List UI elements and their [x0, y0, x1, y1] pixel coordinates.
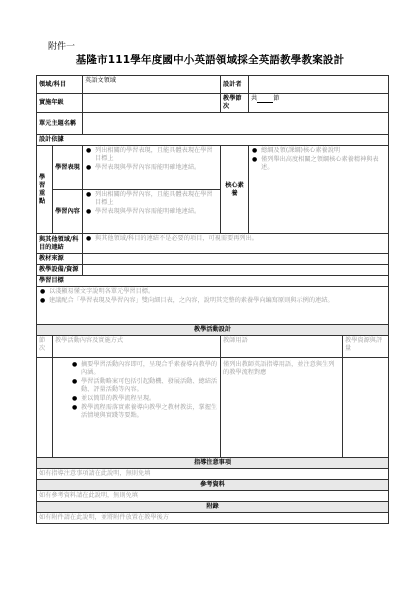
- content-cell[interactable]: [83, 190, 221, 234]
- note-cell[interactable]: [221, 358, 343, 458]
- attachment-header: 附錄: [37, 502, 389, 513]
- link-label: 與其他領域/科目的連結: [37, 234, 83, 254]
- equip-label: 教學設備/資源: [37, 265, 83, 276]
- activity-item: ● 教學流程需落實素養導向教學之教材教法，掌握生活情境與實踐等要點。: [81, 404, 218, 420]
- activity-item: ● 摘要學習活動內容即可，呈現合乎素養導向教學的內涵。: [81, 361, 218, 377]
- content-item: ● 列出相關的學習內容，且能具體表現在學習目標上: [95, 191, 218, 207]
- performance-cell[interactable]: [83, 146, 221, 190]
- goal-item: ● 以淺顯易懂文字說明各單元學習目標。: [49, 288, 386, 296]
- link-item: ● 與其他領域/科目的連結不是必要的項目，可視需要再列出。: [95, 235, 386, 243]
- reference-header: 參考資料: [37, 480, 389, 491]
- activity-item: ● 並以簡單的教學流程呈現。: [81, 395, 218, 403]
- attachment-text[interactable]: 如有附件請在此說明，並將附件放置在教學後方: [37, 513, 389, 524]
- grade-label: 實施年級: [37, 94, 83, 113]
- annex-label: 附件一: [48, 42, 76, 52]
- core-item: ● 僅列舉出高度相關之領綱核心素養精神與表述。: [261, 156, 386, 172]
- performance-item: ● 列出相關的學習表現，且能具體表現在學習目標上: [95, 147, 218, 163]
- core-item: ● 總綱及領(課綱)核心素養說明: [261, 147, 386, 155]
- guide-text[interactable]: 如有指導注意事項請在此說明，無則免填: [37, 469, 389, 480]
- resource-cell[interactable]: [343, 358, 389, 458]
- domain-label: 領域/科目: [37, 76, 83, 94]
- link-cell[interactable]: [83, 234, 389, 254]
- lessons-blank[interactable]: [257, 96, 273, 103]
- performance-item: ● 學習表現與學習內容需能明確地連結。: [95, 164, 218, 172]
- designer-label: 設計者: [221, 76, 249, 94]
- unit-value[interactable]: [83, 113, 389, 135]
- goal-header: 學習目標: [37, 276, 389, 287]
- equip-value[interactable]: [83, 265, 389, 276]
- lesson-plan-table: [36, 75, 389, 524]
- goal-cell[interactable]: [37, 287, 389, 325]
- content-item: ● 學習表現與學習內容需能明確地連結。: [95, 208, 218, 216]
- col-time: 節次: [37, 336, 53, 358]
- grade-value[interactable]: [83, 94, 221, 113]
- basis-header: 設計依據: [37, 135, 389, 146]
- col-resource: 教學資源與評量: [343, 336, 389, 358]
- performance-label: 學習表現: [53, 146, 83, 190]
- guide-header: 指導注意事項: [37, 458, 389, 469]
- source-label: 教材來源: [37, 254, 83, 265]
- lessons-value[interactable]: [249, 94, 389, 113]
- domain-value[interactable]: 英語文領域: [83, 76, 221, 94]
- unit-label: 單元主題名稱: [37, 113, 83, 135]
- reference-text[interactable]: 如有參考資料請在此說明，無則免填: [37, 491, 389, 502]
- lessons-prefix: 共: [251, 95, 258, 102]
- activity-header: 教學活動設計: [37, 325, 389, 336]
- document-title: 基隆市111學年度國中小英語領域採全英語教學教案設計: [75, 54, 345, 66]
- lessons-label: 教學節次: [221, 94, 249, 113]
- designer-value[interactable]: [249, 76, 389, 94]
- goal-item: ● 建議配合「學習表現及學習內容」雙向細目表，之內容，說明其完整的素養學向編寫原則與示例的連結。: [49, 297, 386, 305]
- core-cell[interactable]: [249, 146, 389, 234]
- lessons-suffix: 節: [273, 95, 280, 102]
- time-cell[interactable]: [37, 358, 53, 458]
- focus-label: 學習重點: [37, 146, 53, 234]
- col-note: 教師用語: [221, 336, 343, 358]
- note-text: 僅列出教師英語指導用語，並注意與生列的教學流程對應: [223, 361, 335, 376]
- core-label: 核心素養: [221, 146, 249, 234]
- source-value[interactable]: [83, 254, 389, 265]
- content-label: 學習內容: [53, 190, 83, 234]
- col-content: 教學活動內容及實施方式: [53, 336, 221, 358]
- activity-item: ● 學習活動略案可包括引起動機、發展活動、總結活動、評量活動等內容。: [81, 378, 218, 394]
- activity-cell[interactable]: [53, 358, 221, 458]
